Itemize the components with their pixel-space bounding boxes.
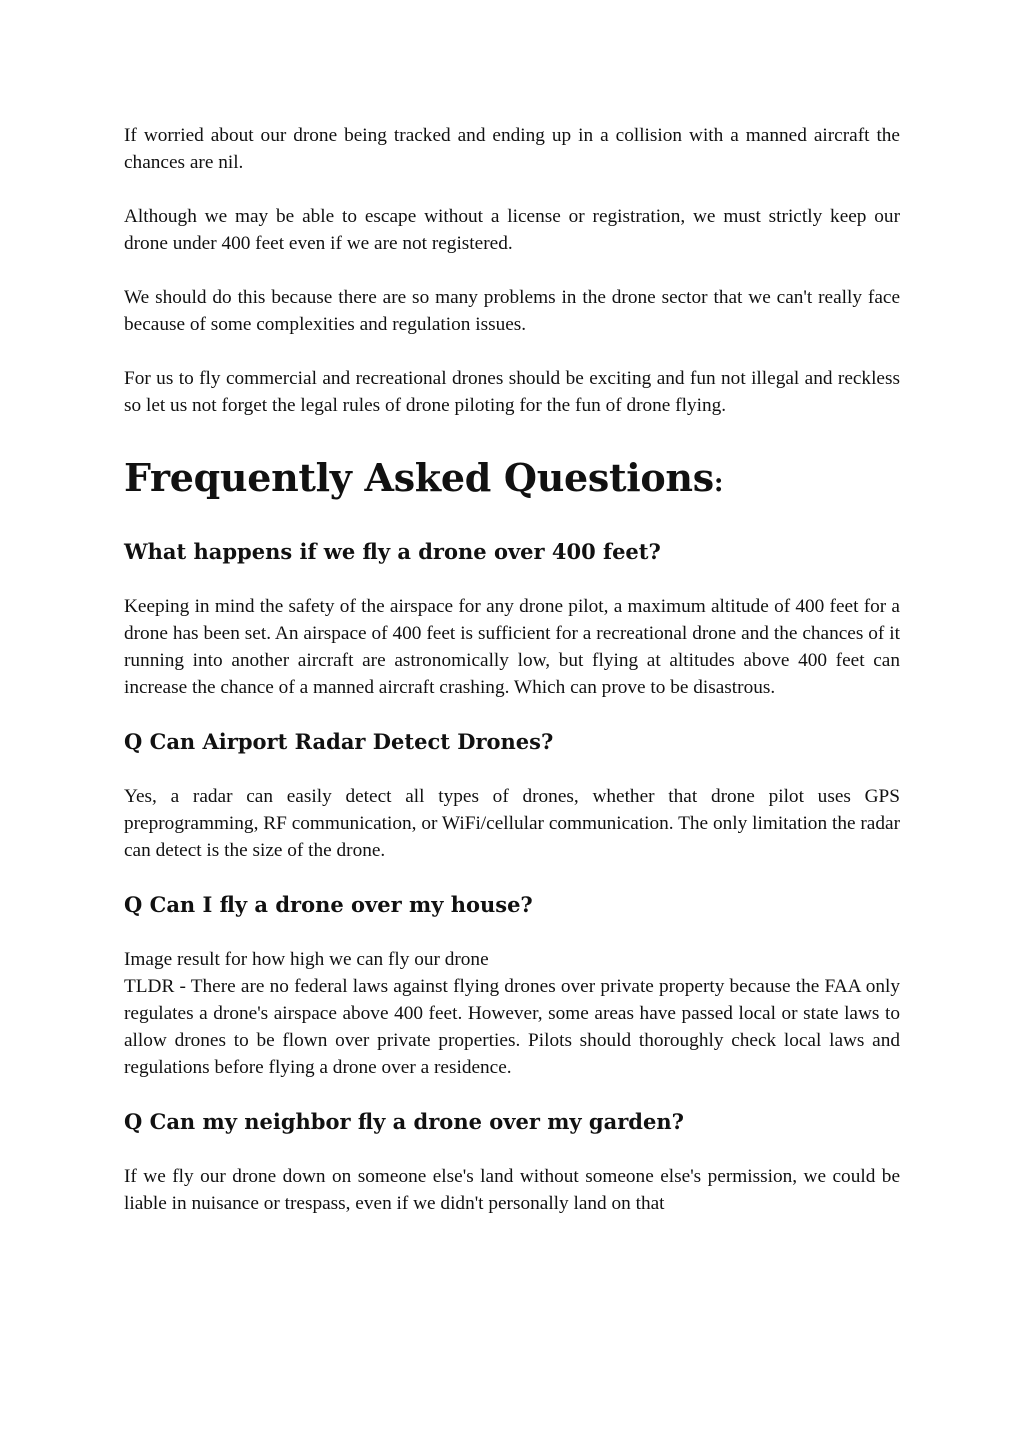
faq-question-1: What happens if we fly a drone over 400 feet? (124, 539, 661, 564)
faq-answer-4: If we fly our drone down on someone else's land without someone else's permission, we could be liable in nuisance or trespass, even if we didn't personally land on that (124, 1166, 900, 1214)
intro-paragraph-2: Although we may be able to escape without a license or registration, we must strictly keep our drone under 400 feet even if we are not registered. (124, 206, 900, 254)
intro-paragraph-1: If worried about our drone being tracked and ending up in a collision with a manned aircraft the chances are nil. (124, 125, 900, 173)
intro-paragraph-3: We should do this because there are so many problems in the drone sector that we can't really face because of some complexities and regulation issues. (124, 287, 900, 335)
faq-question-4: Q Can my neighbor fly a drone over my garden? (124, 1109, 684, 1134)
document-page (124, 122, 900, 1217)
intro-paragraph-4: For us to fly commercial and recreational drones should be exciting and fun not illegal and reckless so let us not forget the legal rules of drone piloting for the fun of drone flying. (124, 368, 900, 416)
faq-answer-3: TLDR - There are no federal laws against flying drones over private property because the FAA only regulates a drone's airspace above 400 feet. However, some areas have passed local or state laws to allow drones to be flown over private properties. Pilots should thoroughly check local laws and regulations before flying a drone over a residence. (124, 976, 900, 1078)
faq-answer-3-line-1: Image result for how high we can fly our drone (124, 949, 489, 970)
faq-question-2: Q Can Airport Radar Detect Drones? (124, 729, 554, 754)
faq-heading-colon: : (713, 468, 724, 498)
faq-answer-1: Keeping in mind the safety of the airspace for any drone pilot, a maximum altitude of 400 feet for a drone has been set. An airspace of 400 feet is sufficient for a recreational drone and the chances of it running into another aircraft are astronomically low, but flying at altitudes above 400 feet can increase the chance of a manned aircraft crashing. Which can prove to be disastrous. (124, 596, 900, 698)
faq-question-3: Q Can I fly a drone over my house? (124, 892, 533, 917)
faq-heading-text: Frequently Asked Questions (124, 455, 714, 500)
faq-answer-2: Yes, a radar can easily detect all types of drones, whether that drone pilot uses GPS preprogramming, RF communication, or WiFi/cellular communication. The only limitation the radar can detect is the size of the drone. (124, 786, 900, 861)
faq-heading (124, 452, 900, 509)
